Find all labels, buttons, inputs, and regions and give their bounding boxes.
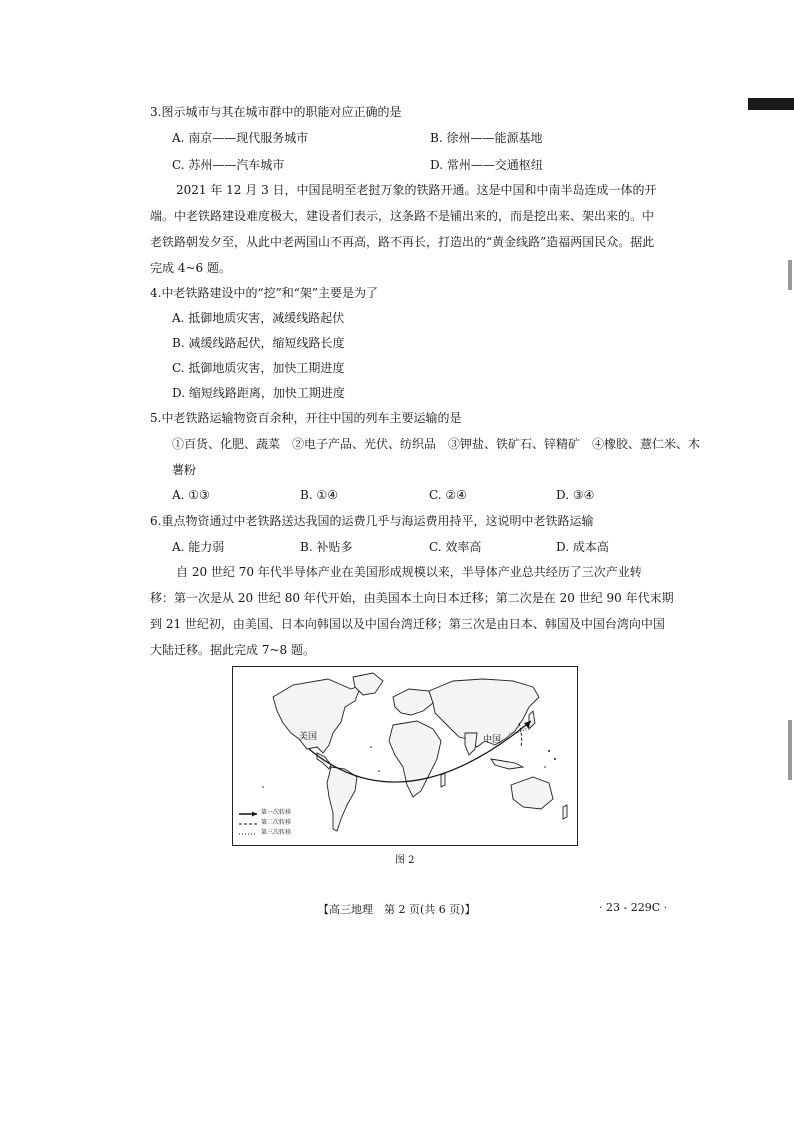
legend-first-transfer: 第一次转移: [261, 809, 292, 816]
india-shape: [465, 733, 477, 755]
passage1-line-3: 老铁路朝发夕至，从此中老两国山不再高，路不再长，打造出的“黄金线路”造福两国民众。据此: [150, 235, 655, 249]
q3-option-a: A. 南京——现代服务城市: [172, 131, 309, 145]
q4-stem: 4.中老铁路建设中的“挖”和“架”主要是为了: [150, 286, 378, 300]
legend: [239, 812, 257, 835]
q5-items-line-1: ①百货、化肥、蔬菜 ②电子产品、光伏、纺织品 ③钾盐、铁矿石、锌精矿 ④橡胶、薏仁米、木: [172, 437, 701, 451]
q5-option-c: C. ②④: [429, 488, 467, 502]
africa-shape: [389, 721, 441, 797]
scan-artifact-bar: [748, 98, 794, 110]
q6-option-d: D. 成本高: [556, 540, 609, 554]
second-transfer-arc: [519, 723, 522, 747]
passage1-line-4: 完成 4~6 题。: [150, 261, 231, 275]
q5-option-d: D. ③④: [556, 488, 595, 502]
new-zealand-shape: [563, 805, 567, 819]
south-america-shape: [327, 767, 357, 831]
q5-option-b: B. ①④: [300, 488, 338, 502]
central-america-shape: [317, 753, 331, 769]
passage2-line-4: 大陆迁移。据此完成 7~8 题。: [150, 643, 315, 657]
q5-option-a: A. ①③: [172, 488, 210, 502]
footer-code: · 23 - 229C ·: [599, 901, 668, 914]
legend-second-transfer: 第二次转移: [261, 819, 292, 826]
world-map-figure: [232, 666, 578, 846]
passage1-line-2: 端。中老铁路建设难度极大，建设者们表示，这条路不是铺出来的，而是挖出来、架出来的。中: [150, 209, 655, 223]
q6-option-b: B. 补贴多: [300, 540, 353, 554]
footer-page-info: 【高三地理 第 2 页(共 6 页)】: [318, 903, 476, 916]
passage2-line-3: 到 21 世纪初，由美国、日本向韩国以及中国台湾迁移；第三次是由日本、韩国及中国台湾向中国: [150, 617, 665, 631]
scan-edge-noise: [788, 260, 792, 290]
q4-option-d: D. 缩短线路距离，加快工期进度: [172, 386, 345, 400]
q6-option-a: A. 能力弱: [172, 540, 225, 554]
passage1-line-1: 2021 年 12 月 3 日，中国昆明至老挝万象的铁路开通。这是中国和中南半岛连成一体的开: [176, 183, 657, 197]
q3-stem: 3.图示城市与其在城市群中的职能对应正确的是: [150, 105, 402, 119]
q6-option-c: C. 效率高: [429, 540, 482, 554]
q3-option-c: C. 苏州——汽车城市: [172, 158, 285, 172]
label-china: 中国: [483, 735, 502, 745]
q3-option-d: D. 常州——交通枢纽: [430, 158, 543, 172]
q3-option-b: B. 徐州——能源基地: [430, 131, 543, 145]
passage2-line-2: 移：第一次是从 20 世纪 80 年代开始，由美国本土向日本迁移；第二次是在 20 世纪 90 年代末期: [150, 591, 674, 605]
figure-caption: 图 2: [395, 855, 415, 866]
indonesia-shape: [491, 759, 523, 769]
q6-stem: 6.重点物资通过中老铁路送达我国的运费几乎与海运费用持平，这说明中老铁路运输: [150, 514, 594, 528]
madagascar-shape: [441, 773, 445, 787]
q4-option-a: A. 抵御地质灾害，减缓线路起伏: [172, 311, 345, 325]
q4-option-b: B. 减缓线路起伏，缩短线路长度: [172, 336, 345, 350]
scan-edge-noise: [788, 720, 792, 780]
europe-shape: [393, 689, 433, 715]
australia-shape: [511, 777, 553, 809]
legend-third-transfer: 第三次转移: [261, 829, 292, 836]
q5-items-line-2: 薯粉: [172, 463, 197, 477]
continents: [273, 673, 567, 831]
passage2-line-1: 自 20 世纪 70 年代半导体产业在美国形成规模以来，半导体产业总共经历了三次产业转: [176, 565, 642, 579]
japan-shape: [529, 711, 535, 729]
label-usa: 美国: [299, 732, 318, 742]
q5-stem: 5.中老铁路运输物资百余种，开往中国的列车主要运输的是: [150, 411, 462, 425]
q4-option-c: C. 抵御地质灾害，加快工期进度: [172, 361, 345, 375]
